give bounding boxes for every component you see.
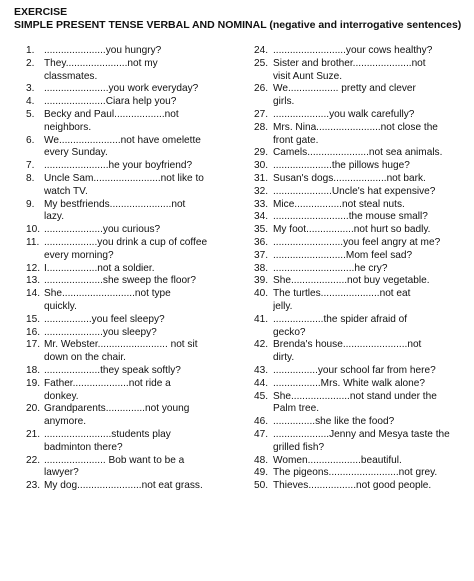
question-item bbox=[26, 173, 254, 186]
question-number bbox=[26, 467, 44, 480]
question-item bbox=[26, 275, 254, 288]
question-number bbox=[254, 442, 273, 455]
exercise-subtitle: SIMPLE PRESENT TENSE VERBAL AND NOMINAL (negative and interrogative sentences) bbox=[14, 19, 462, 31]
question-item bbox=[26, 339, 254, 352]
question-continuation bbox=[254, 71, 464, 84]
question-number: 5. bbox=[26, 108, 35, 120]
question-number: 22. bbox=[26, 454, 41, 466]
question-text: Grandparents..............not young bbox=[44, 403, 190, 415]
question-text: anymore. bbox=[44, 416, 87, 428]
question-text: .............................he cry? bbox=[273, 262, 388, 274]
question-number bbox=[26, 211, 44, 224]
question-text: gecko? bbox=[273, 326, 306, 338]
question-text: My foot.................not hurt so badly. bbox=[273, 224, 431, 236]
question-text: down on the chair. bbox=[44, 352, 126, 364]
question-item bbox=[254, 467, 464, 480]
question-number: 3. bbox=[26, 83, 35, 95]
question-number: 24. bbox=[254, 45, 269, 56]
question-text: dirty. bbox=[273, 352, 295, 364]
question-number: 18. bbox=[26, 364, 41, 376]
question-item bbox=[254, 45, 464, 58]
question-text: ......................you hungry? bbox=[44, 45, 162, 56]
question-number: 45. bbox=[254, 390, 269, 402]
question-item bbox=[26, 403, 254, 416]
question-text: Women...................beautiful. bbox=[273, 454, 402, 466]
question-item bbox=[254, 429, 464, 442]
question-text: ....................Jenny and Mesya taste the bbox=[273, 428, 450, 440]
question-number: 33. bbox=[254, 198, 269, 210]
question-text: ...........................the mouse small? bbox=[273, 211, 428, 223]
question-text: .........................you feel angry at me? bbox=[273, 236, 441, 248]
question-item bbox=[26, 455, 254, 468]
question-text: donkey. bbox=[44, 390, 79, 402]
question-continuation bbox=[26, 301, 254, 314]
question-item bbox=[254, 160, 464, 173]
question-continuation bbox=[26, 211, 254, 224]
question-text: Palm tree. bbox=[273, 403, 319, 415]
question-number: 19. bbox=[26, 377, 41, 389]
question-number bbox=[26, 391, 44, 404]
question-item bbox=[254, 122, 464, 135]
question-text: badminton there? bbox=[44, 441, 123, 453]
question-number: 6. bbox=[26, 134, 35, 146]
question-item bbox=[254, 275, 464, 288]
question-continuation bbox=[254, 442, 464, 455]
question-text: every morning? bbox=[44, 249, 114, 261]
right-column bbox=[254, 45, 464, 493]
question-item bbox=[254, 250, 464, 263]
question-text: every Sunday. bbox=[44, 147, 108, 159]
question-item bbox=[254, 109, 464, 122]
question-number: 47. bbox=[254, 428, 269, 440]
question-text: ..................the spider afraid of bbox=[273, 313, 408, 325]
question-item bbox=[254, 378, 464, 391]
question-item bbox=[254, 186, 464, 199]
question-number: 8. bbox=[26, 172, 35, 184]
question-text: ...................you drink a cup of coffee bbox=[44, 236, 208, 248]
question-text: ...................... Bob want to be a bbox=[44, 454, 185, 466]
question-text: ........................students play bbox=[44, 428, 171, 440]
question-text: Mrs. Nina.......................not close the bbox=[273, 121, 438, 133]
question-text: She....................not buy vegetable. bbox=[273, 275, 430, 287]
question-number bbox=[254, 135, 273, 148]
question-item bbox=[254, 173, 464, 186]
question-text: Becky and Paul..................not bbox=[44, 108, 179, 120]
question-continuation bbox=[26, 416, 254, 429]
question-item bbox=[254, 391, 464, 404]
question-number: 25. bbox=[254, 57, 269, 69]
question-text: ..........................your cows healthy? bbox=[273, 45, 433, 56]
question-number: 42. bbox=[254, 339, 269, 351]
question-item bbox=[26, 109, 254, 122]
question-text: They......................not my bbox=[44, 57, 158, 69]
question-number: 12. bbox=[26, 262, 41, 274]
question-text: She.....................not stand under the bbox=[273, 390, 437, 402]
question-text: ....................you walk carefully? bbox=[273, 108, 415, 120]
question-item bbox=[26, 480, 254, 493]
question-item bbox=[254, 416, 464, 429]
question-text: We......................not have omelette bbox=[44, 134, 201, 146]
question-item bbox=[26, 327, 254, 340]
question-continuation bbox=[26, 391, 254, 404]
question-text: Susan's dogs...................not bark. bbox=[273, 172, 426, 184]
question-text: ..........................Mom feel sad? bbox=[273, 249, 413, 261]
question-number: 43. bbox=[254, 364, 269, 376]
question-text: .....................you sleepy? bbox=[44, 326, 157, 338]
question-item bbox=[26, 96, 254, 109]
question-number bbox=[254, 352, 273, 365]
question-text: Camels......................not sea animals. bbox=[273, 147, 443, 159]
question-text: The turtles.....................not eat bbox=[273, 288, 411, 300]
question-number: 48. bbox=[254, 454, 269, 466]
question-number: 30. bbox=[254, 160, 269, 172]
question-number bbox=[26, 250, 44, 263]
question-continuation bbox=[26, 442, 254, 455]
question-item bbox=[26, 365, 254, 378]
question-number bbox=[254, 301, 273, 314]
question-number: 2. bbox=[26, 57, 35, 69]
question-text: Brenda's house.......................not bbox=[273, 339, 422, 351]
question-number bbox=[254, 327, 273, 340]
question-number: 35. bbox=[254, 224, 269, 236]
question-continuation bbox=[26, 250, 254, 263]
question-text: .....................Uncle's hat expensive? bbox=[273, 185, 436, 197]
question-number bbox=[26, 122, 44, 135]
question-text: Mice.................not steal nuts. bbox=[273, 198, 405, 210]
question-number bbox=[254, 96, 273, 109]
question-text: watch TV. bbox=[44, 185, 88, 197]
question-number: 15. bbox=[26, 313, 41, 325]
question-item bbox=[254, 224, 464, 237]
question-number: 9. bbox=[26, 198, 35, 210]
question-item bbox=[26, 83, 254, 96]
question-text: The pigeons.........................not grey. bbox=[273, 467, 438, 479]
question-number: 17. bbox=[26, 339, 41, 351]
question-text: ................your school far from here? bbox=[273, 364, 436, 376]
question-number: 32. bbox=[254, 185, 269, 197]
question-number: 39. bbox=[254, 275, 269, 287]
question-item bbox=[26, 45, 254, 58]
question-number: 13. bbox=[26, 275, 41, 287]
question-item bbox=[254, 263, 464, 276]
question-text: I..................not a soldier. bbox=[44, 262, 155, 274]
question-continuation bbox=[254, 352, 464, 365]
exercise-columns bbox=[14, 45, 464, 493]
question-number: 29. bbox=[254, 147, 269, 159]
question-text: We.................. pretty and clever bbox=[273, 83, 416, 95]
question-number: 1. bbox=[26, 45, 35, 56]
question-number: 10. bbox=[26, 224, 41, 236]
question-text: .................Mrs. White walk alone? bbox=[273, 377, 426, 389]
question-item bbox=[254, 314, 464, 327]
question-text: lawyer? bbox=[44, 467, 79, 479]
question-text: Uncle Sam........................not like to bbox=[44, 172, 204, 184]
question-item bbox=[254, 365, 464, 378]
question-item bbox=[26, 263, 254, 276]
question-continuation bbox=[254, 327, 464, 340]
question-item bbox=[26, 58, 254, 71]
question-text: My bestfriends......................not bbox=[44, 198, 186, 210]
question-item bbox=[26, 237, 254, 250]
question-number: 40. bbox=[254, 288, 269, 300]
question-number: 4. bbox=[26, 96, 35, 108]
question-number bbox=[254, 403, 273, 416]
question-continuation bbox=[254, 96, 464, 109]
question-number bbox=[26, 416, 44, 429]
question-item bbox=[254, 211, 464, 224]
question-text: Mr. Webster......................... not sit bbox=[44, 339, 198, 351]
question-text: front gate. bbox=[273, 134, 319, 146]
question-number: 16. bbox=[26, 326, 41, 338]
question-item bbox=[26, 224, 254, 237]
question-item bbox=[254, 339, 464, 352]
question-item bbox=[254, 288, 464, 301]
question-continuation bbox=[254, 403, 464, 416]
question-text: Sister and brother.....................not bbox=[273, 57, 426, 69]
question-text: She..........................not type bbox=[44, 288, 171, 300]
question-item bbox=[26, 135, 254, 148]
question-number bbox=[26, 147, 44, 160]
question-number bbox=[26, 71, 44, 84]
question-item bbox=[26, 378, 254, 391]
question-continuation bbox=[26, 122, 254, 135]
question-text: .......................you work everyday? bbox=[44, 83, 199, 95]
question-text: neighbors. bbox=[44, 121, 92, 133]
question-number: 34. bbox=[254, 211, 269, 223]
question-number: 14. bbox=[26, 288, 41, 300]
question-text: .....................you curious? bbox=[44, 224, 161, 236]
question-item bbox=[254, 83, 464, 96]
question-item bbox=[254, 58, 464, 71]
question-number bbox=[26, 352, 44, 365]
question-text: classmates. bbox=[44, 70, 98, 82]
question-number: 41. bbox=[254, 313, 269, 325]
question-continuation bbox=[26, 352, 254, 365]
question-number: 20. bbox=[26, 403, 41, 415]
question-text: Thieves.................not good people. bbox=[273, 480, 432, 492]
question-text: visit Aunt Suze. bbox=[273, 70, 343, 82]
question-number bbox=[254, 71, 273, 84]
question-number: 21. bbox=[26, 428, 41, 440]
question-text: My dog.......................not eat grass. bbox=[44, 480, 203, 492]
question-number: 27. bbox=[254, 108, 269, 120]
question-text: quickly. bbox=[44, 300, 77, 312]
question-continuation bbox=[26, 147, 254, 160]
question-text: lazy. bbox=[44, 211, 65, 223]
question-item bbox=[26, 199, 254, 212]
question-number: 7. bbox=[26, 160, 35, 172]
left-column bbox=[14, 45, 254, 493]
question-item bbox=[254, 455, 464, 468]
question-item bbox=[254, 147, 464, 160]
question-continuation bbox=[254, 135, 464, 148]
question-number: 50. bbox=[254, 480, 269, 492]
question-number: 28. bbox=[254, 121, 269, 133]
question-number: 31. bbox=[254, 172, 269, 184]
question-item bbox=[254, 199, 464, 212]
question-item bbox=[26, 429, 254, 442]
question-number: 46. bbox=[254, 416, 269, 428]
question-text: .....................she sweep the floor? bbox=[44, 275, 197, 287]
question-number: 36. bbox=[254, 236, 269, 248]
question-text: Father....................not ride a bbox=[44, 377, 171, 389]
question-number: 26. bbox=[254, 83, 269, 95]
question-number: 44. bbox=[254, 377, 269, 389]
exercise-title: EXERCISE bbox=[14, 6, 68, 18]
question-number: 23. bbox=[26, 480, 41, 492]
question-number bbox=[26, 186, 44, 199]
question-item bbox=[254, 480, 464, 493]
question-text: girls. bbox=[273, 96, 295, 108]
question-text: grilled fish? bbox=[273, 441, 325, 453]
question-text: .....................the pillows huge? bbox=[273, 160, 410, 172]
question-item bbox=[26, 288, 254, 301]
question-text: .................you feel sleepy? bbox=[44, 313, 165, 325]
question-item bbox=[254, 237, 464, 250]
question-text: ....................they speak softly? bbox=[44, 364, 181, 376]
question-continuation bbox=[254, 301, 464, 314]
question-number: 38. bbox=[254, 262, 269, 274]
question-continuation bbox=[26, 186, 254, 199]
question-item bbox=[26, 314, 254, 327]
question-text: .......................he your boyfriend? bbox=[44, 160, 193, 172]
question-text: jelly. bbox=[273, 300, 293, 312]
question-number: 11. bbox=[26, 236, 40, 248]
question-number: 37. bbox=[254, 249, 269, 261]
question-item bbox=[26, 160, 254, 173]
question-continuation bbox=[26, 467, 254, 480]
question-text: ......................Ciara help you? bbox=[44, 96, 177, 108]
question-text: ...............she like the food? bbox=[273, 416, 395, 428]
question-number bbox=[26, 442, 44, 455]
question-continuation bbox=[26, 71, 254, 84]
question-number bbox=[26, 301, 44, 314]
question-number: 49. bbox=[254, 467, 269, 479]
